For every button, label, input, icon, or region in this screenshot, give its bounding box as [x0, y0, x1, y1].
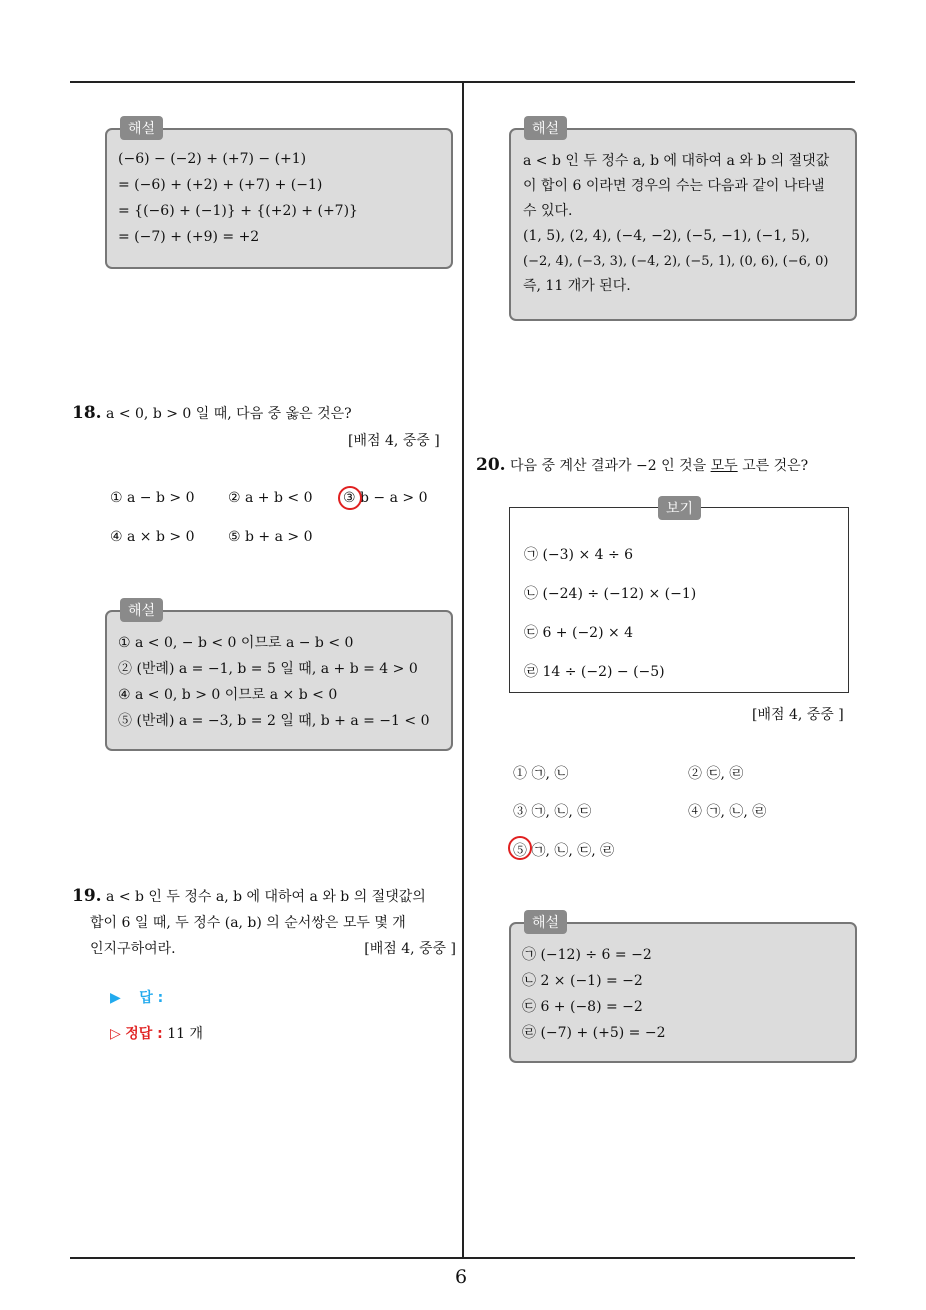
- bogi-item: ㉣ 14 ÷ (−2) − (−5): [524, 664, 665, 680]
- solution-line: 이 합이 6 이라면 경우의 수는 다음과 같이 나타낼: [523, 178, 825, 194]
- solution-line: ㉡ 2 × (−1) = −2: [522, 973, 643, 989]
- question-20: [476, 452, 808, 479]
- solution-line: a < b 인 두 정수 a, b 에 대하여 a 와 b 의 절댓값: [523, 153, 830, 169]
- solution-line: = (−7) + (+9) = +2: [118, 229, 260, 245]
- question-text-end: 고른 것은?: [737, 458, 809, 474]
- solution-box-20: [509, 922, 857, 1063]
- bogi-items: [524, 536, 696, 692]
- solution-19-lines: [523, 149, 829, 299]
- solution-18-lines: [118, 630, 429, 734]
- correct-value: 11 개: [167, 1026, 204, 1042]
- solution-line: (−6) − (−2) + (+7) − (+1): [118, 151, 307, 167]
- question-emphasis: 모두: [710, 458, 738, 474]
- solution-line: 즉, 11 개가 된다.: [523, 278, 631, 294]
- bogi-box: [509, 507, 849, 693]
- solution-box-17: [105, 128, 453, 269]
- answer-arrow-icon: ▶: [110, 990, 121, 1006]
- solution-line: ㉠ (−12) ÷ 6 = −2: [522, 947, 652, 963]
- score-label: [배점 4, 중중 ]: [752, 707, 844, 723]
- question-line: [72, 883, 456, 910]
- solution-line: ㉢ 6 + (−8) = −2: [522, 999, 643, 1015]
- option-4[interactable]: ④ ㉠, ㉡, ㉣: [688, 804, 767, 820]
- bogi-item: ㉢ 6 + (−2) × 4: [524, 625, 634, 641]
- solution-tag: 해설: [524, 910, 567, 934]
- footer-rule: [70, 1257, 855, 1259]
- solution-line: ④ a < 0, b > 0 이므로 a × b < 0: [118, 687, 338, 703]
- answer-row: [110, 987, 163, 1007]
- solution-line: = (−6) + (+2) + (+7) + (−1): [118, 177, 323, 193]
- solution-tag: 해설: [524, 116, 567, 140]
- correct-answer-row: [110, 1023, 203, 1043]
- question-text: 인지구하여라.: [90, 941, 176, 957]
- solution-20-lines: [522, 942, 665, 1046]
- selected-answer-mark: [508, 836, 532, 860]
- question-text: a < 0, b > 0 일 때, 다음 중 옳은 것은?: [106, 406, 352, 422]
- solution-line: 수 있다.: [523, 203, 573, 219]
- question-text: a < b 인 두 정수 a, b 에 대하여 a 와 b 의 절댓값의: [106, 889, 426, 905]
- selected-answer-mark: [338, 486, 362, 510]
- option-1[interactable]: ① ㉠, ㉡: [513, 766, 569, 782]
- solution-line: ⑤ (반례) a = −3, b = 2 일 때, b + a = −1 < 0: [118, 713, 430, 729]
- solution-box-18: [105, 610, 453, 751]
- correct-label: 정답 :: [125, 1026, 163, 1042]
- option-4[interactable]: ④ a × b > 0: [110, 529, 195, 545]
- option-5[interactable]: ⑤ b + a > 0: [228, 529, 313, 545]
- question-18: [72, 400, 352, 427]
- solution-tag: 해설: [120, 598, 163, 622]
- question-number: 19.: [72, 886, 102, 906]
- option-3[interactable]: ③ b − a > 0: [343, 490, 428, 506]
- solution-tag: 해설: [120, 116, 163, 140]
- solution-line: ㉣ (−7) + (+5) = −2: [522, 1025, 666, 1041]
- page-number: 6: [455, 1266, 468, 1288]
- solution-line: ② (반례) a = −1, b = 5 일 때, a + b = 4 > 0: [118, 661, 418, 677]
- column-divider: [462, 83, 464, 1258]
- bogi-item: ㉠ (−3) × 4 ÷ 6: [524, 547, 634, 563]
- question-text: 다음 중 계산 결과가 −2 인 것을: [510, 458, 711, 474]
- question-19: [72, 883, 456, 962]
- question-line: [72, 936, 456, 962]
- solution-line: (−2, 4), (−3, 3), (−4, 2), (−5, 1), (0, 6), (−6, 0): [523, 254, 829, 269]
- option-3[interactable]: ③ ㉠, ㉡, ㉢: [513, 804, 592, 820]
- question-number: 18.: [72, 403, 102, 423]
- option-1[interactable]: ① a − b > 0: [110, 490, 195, 506]
- solution-box-19: [509, 128, 857, 321]
- option-5[interactable]: ⑤ ㉠, ㉡, ㉢, ㉣: [513, 843, 615, 859]
- bogi-tag: 보기: [658, 496, 701, 520]
- score-label: [배점 4, 중중 ]: [348, 433, 440, 449]
- correct-arrow-icon: ▷: [110, 1026, 121, 1042]
- solution-line: (1, 5), (2, 4), (−4, −2), (−5, −1), (−1, 5),: [523, 228, 810, 244]
- question-line: 합이 6 일 때, 두 정수 (a, b) 의 순서쌍은 모두 몇 개: [90, 915, 406, 931]
- score-label: [배점 4, 중중 ]: [364, 941, 456, 957]
- question-number: 20.: [476, 455, 506, 475]
- solution-line: ① a < 0, − b < 0 이므로 a − b < 0: [118, 635, 354, 651]
- bogi-item: ㉡ (−24) ÷ (−12) × (−1): [524, 586, 697, 602]
- answer-label: 답 :: [139, 990, 164, 1006]
- solution-17-lines: [118, 146, 358, 250]
- option-2[interactable]: ② a + b < 0: [228, 490, 313, 506]
- solution-line: = {(−6) + (−1)} + {(+2) + (+7)}: [118, 203, 358, 219]
- option-2[interactable]: ② ㉢, ㉣: [688, 766, 744, 782]
